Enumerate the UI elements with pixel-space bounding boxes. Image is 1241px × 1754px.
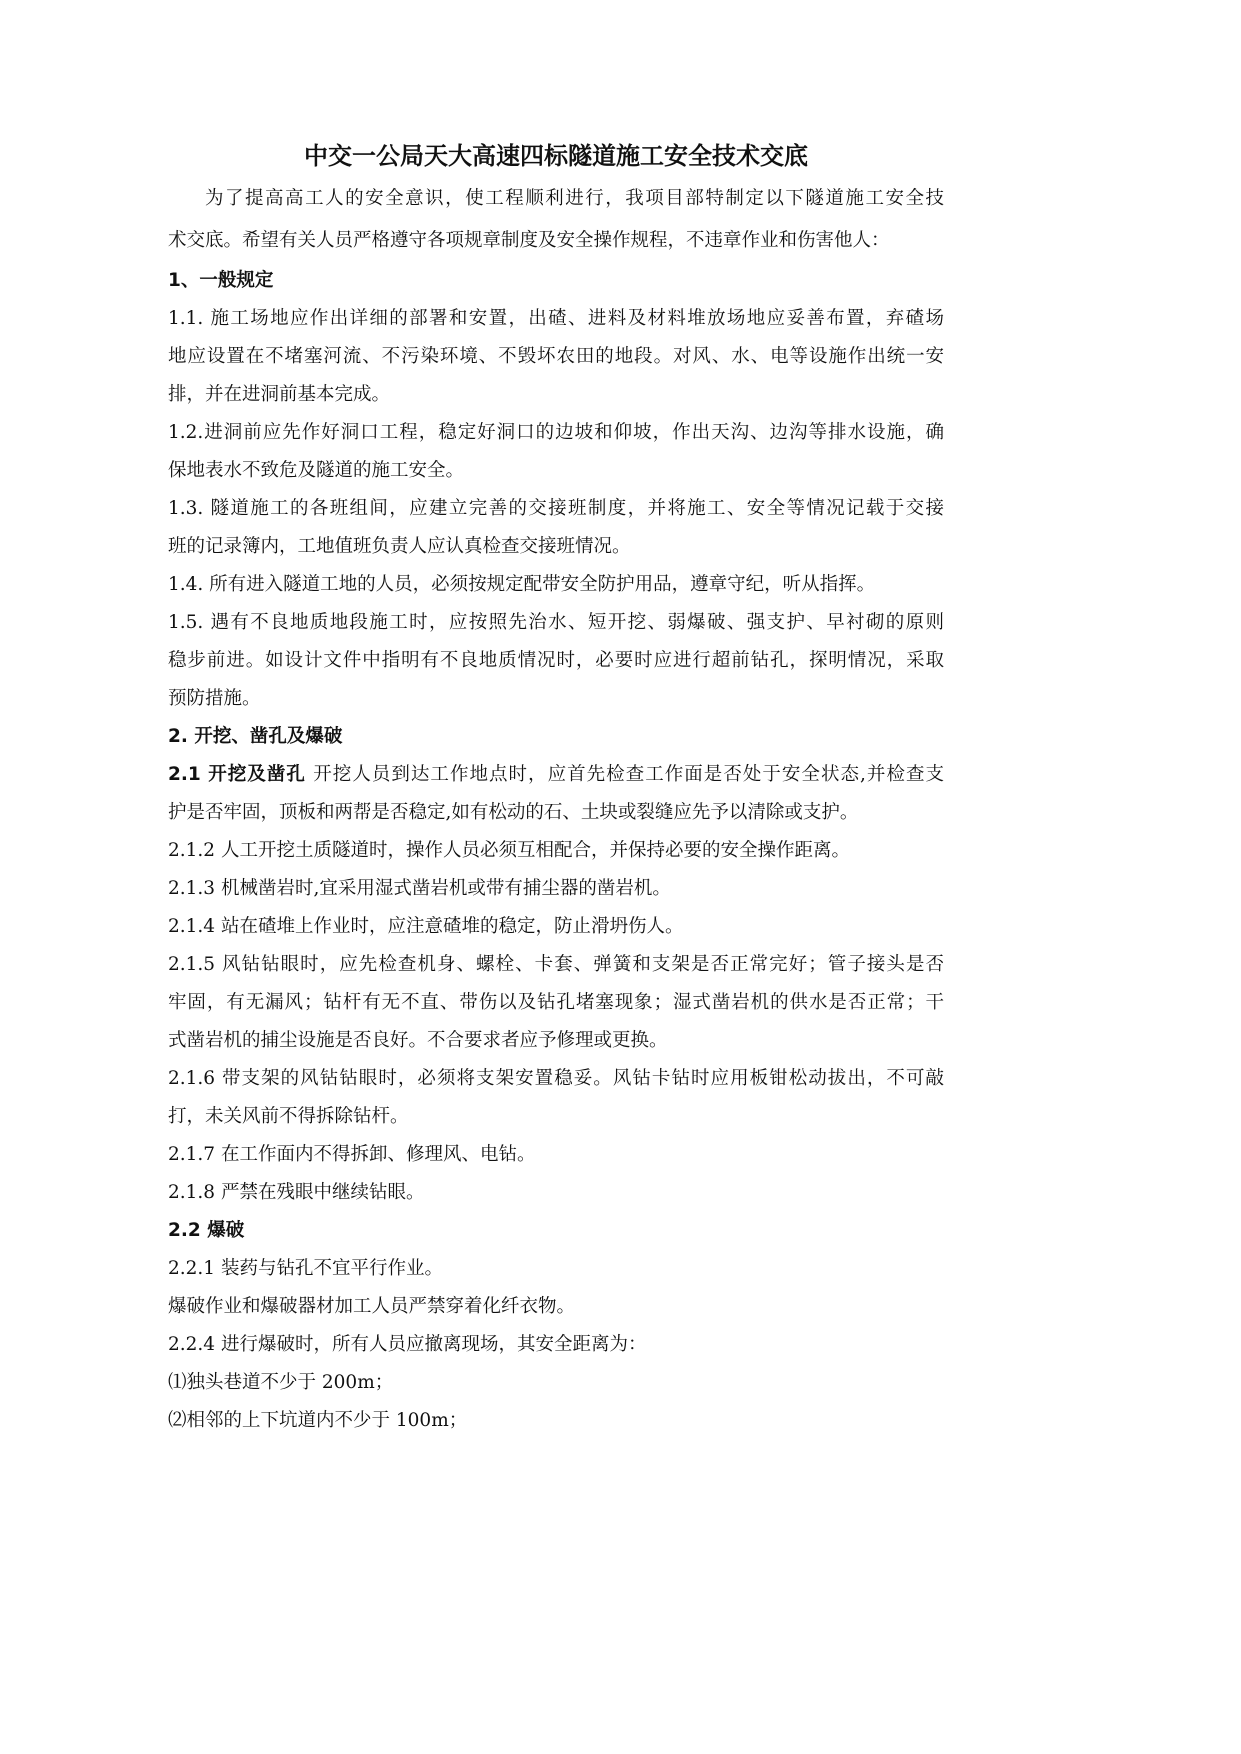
clause-paragraph: [168, 1402, 944, 1440]
text-line: [168, 452, 944, 490]
line-text: 开挖人员到达工作地点时，应首先检查工作面是否处于安全状态,并检查支: [313, 764, 944, 785]
intro-paragraph: [168, 178, 944, 262]
line-text: ⑴独头巷道不少于 200m；: [168, 1372, 394, 1393]
text-line: [168, 984, 944, 1022]
line-text: 排，并在进洞前基本完成。: [168, 384, 391, 405]
document-title: 中交一公局天大高速四标隧道施工安全技术交底: [304, 142, 808, 170]
line-text: 2.1.4 站在碴堆上作业时，应注意碴堆的稳定，防止滑坍伤人。: [168, 916, 684, 937]
line-text: 2.1.2 人工开挖土质隧道时，操作人员必须互相配合，并保持必要的安全操作距离。: [168, 840, 850, 861]
text-line: [168, 680, 944, 718]
text-line: [168, 1288, 944, 1326]
clause-title: 2.1 开挖及凿孔: [168, 764, 306, 785]
clause-paragraph: [168, 490, 944, 566]
line-text: 保地表水不致危及隧道的施工安全。: [168, 460, 465, 481]
line-text: 2.2 爆破: [168, 1220, 245, 1241]
text-line: [168, 1364, 944, 1402]
line-text: 1.2.进洞前应先作好洞口工程，稳定好洞口的边坡和仰坡，作出天沟、边沟等排水设施，确: [168, 422, 944, 443]
line-text: 护是否牢固，顶板和两帮是否稳定,如有松动的石、土块或裂缝应先予以清除或支护。: [168, 802, 859, 823]
text-line: [168, 946, 944, 984]
text-line: [168, 300, 944, 338]
text-line: [168, 1212, 944, 1250]
clause-paragraph: [168, 1136, 944, 1174]
text-line: [168, 794, 944, 832]
text-line: [168, 908, 944, 946]
line-text: 为了提高高工人的安全意识，使工程顺利进行，我项目部特制定以下隧道施工安全技: [205, 188, 944, 209]
line-text: 牢固，有无漏风；钻杆有无不直、带伤以及钻孔堵塞现象；湿式凿岩机的供水是否正常；干: [168, 992, 944, 1013]
text-line: [168, 566, 944, 604]
line-text: 2.1.7 在工作面内不得拆卸、修理风、电钻。: [168, 1144, 536, 1165]
text-line: [168, 1326, 944, 1364]
line-text: 2.2.4 进行爆破时，所有人员应撤离现场，其安全距离为：: [168, 1334, 647, 1355]
section-heading: [168, 718, 944, 756]
clause-paragraph: [168, 908, 944, 946]
text-line: [168, 756, 944, 794]
text-line: [168, 1022, 944, 1060]
line-text: 爆破作业和爆破器材加工人员严禁穿着化纤衣物。: [168, 1296, 576, 1317]
line-text: 1.3. 隧道施工的各班组间，应建立完善的交接班制度，并将施工、安全等情况记载于交接: [168, 498, 944, 519]
clause-paragraph: [168, 300, 944, 414]
clause-paragraph: [168, 832, 944, 870]
text-line: [168, 604, 944, 642]
line-text: 1、一般规定: [168, 270, 274, 291]
clause-paragraph: [168, 946, 944, 1060]
clause-paragraph: [168, 756, 944, 832]
line-text: 2.1.3 机械凿岩时,宜采用湿式凿岩机或带有捕尘器的凿岩机。: [168, 878, 671, 899]
text-line: [168, 1402, 944, 1440]
text-line: [168, 414, 944, 452]
line-text: 1.5. 遇有不良地质地段施工时，应按照先治水、短开挖、弱爆破、强支护、早衬砌的原则: [168, 612, 944, 633]
line-text: 预防措施。: [168, 688, 261, 709]
clause-paragraph: [168, 566, 944, 604]
line-text: ⑵相邻的上下坑道内不少于 100m；: [168, 1410, 468, 1431]
clause-paragraph: [168, 1326, 944, 1364]
text-line: [168, 1250, 944, 1288]
text-line: [168, 528, 944, 566]
clause-paragraph: [168, 1288, 944, 1326]
section-heading: [168, 262, 944, 300]
text-line: [168, 376, 944, 414]
text-line: [168, 220, 944, 262]
text-line: [168, 1174, 944, 1212]
clause-paragraph: [168, 1060, 944, 1136]
text-line: [168, 178, 944, 220]
clause-paragraph: [168, 1364, 944, 1402]
line-text: 2.2.1 装药与钻孔不宜平行作业。: [168, 1258, 443, 1279]
text-line: [168, 1060, 944, 1098]
clause-paragraph: [168, 414, 944, 490]
line-text: 1.4. 所有进入隧道工地的人员，必须按规定配带安全防护用品，遵章守纪，听从指挥。: [168, 574, 876, 595]
line-text: 班的记录簿内，工地值班负责人应认真检查交接班情况。: [168, 536, 631, 557]
text-line: [168, 338, 944, 376]
text-line: [168, 490, 944, 528]
section-heading: [168, 1212, 944, 1250]
text-line: [168, 1136, 944, 1174]
line-text: 2.1.5 风钻钻眼时，应先检查机身、螺栓、卡套、弹簧和支架是否正常完好；管子接头是否: [168, 954, 944, 975]
line-text: 打，未关风前不得拆除钻杆。: [168, 1106, 409, 1127]
document-body: [168, 178, 944, 1440]
line-text: 稳步前进。如设计文件中指明有不良地质情况时，必要时应进行超前钻孔，探明情况，采取: [168, 650, 944, 671]
clause-paragraph: [168, 1174, 944, 1212]
text-line: [168, 718, 944, 756]
line-text: 地应设置在不堵塞河流、不污染环境、不毁坏农田的地段。对风、水、电等设施作出统一安: [168, 346, 944, 367]
text-line: [168, 1098, 944, 1136]
line-text: 1.1. 施工场地应作出详细的部署和安置，出碴、进料及材料堆放场地应妥善布置，弃碴场: [168, 308, 944, 329]
clause-paragraph: [168, 870, 944, 908]
line-text: 式凿岩机的捕尘设施是否良好。不合要求者应予修理或更换。: [168, 1030, 668, 1051]
text-line: [168, 832, 944, 870]
text-line: [168, 262, 944, 300]
text-line: [168, 870, 944, 908]
line-text: 2.1.8 严禁在残眼中继续钻眼。: [168, 1182, 425, 1203]
line-text: 2. 开挖、凿孔及爆破: [168, 726, 343, 747]
document-page: [168, 136, 944, 1440]
clause-paragraph: [168, 1250, 944, 1288]
line-text: 术交底。希望有关人员严格遵守各项规章制度及安全操作规程，不违章作业和伤害他人：: [168, 230, 890, 251]
line-text: 2.1.6 带支架的风钻钻眼时，必须将支架安置稳妥。风钻卡钻时应用板钳松动拔出，不可敲: [168, 1068, 944, 1089]
text-line: [168, 642, 944, 680]
clause-paragraph: [168, 604, 944, 718]
